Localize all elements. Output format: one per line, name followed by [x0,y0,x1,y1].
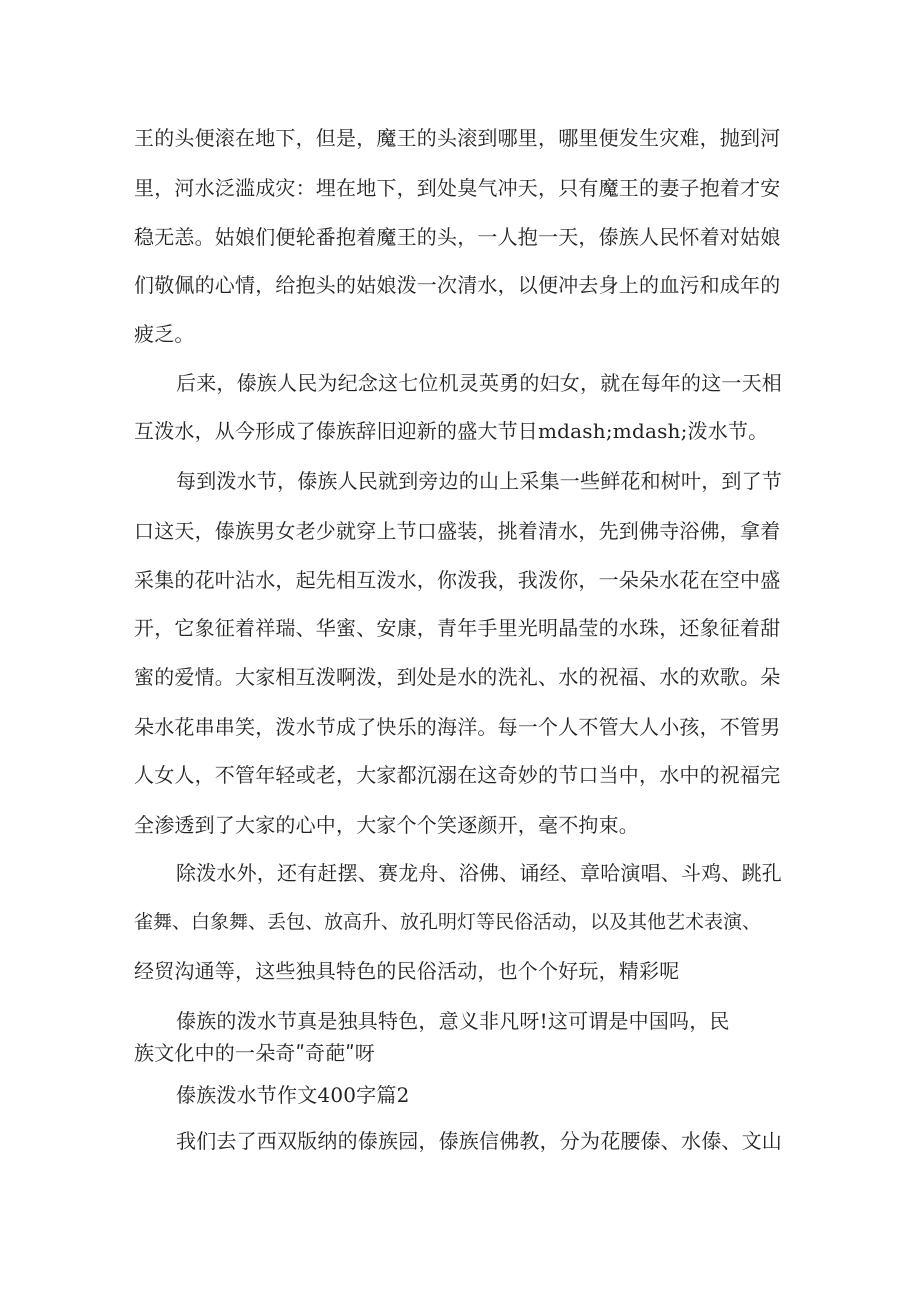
paragraph-1-line-2: 里，河水泛滥成灾：埋在地下，到处臭气冲天，只有魔王的妻子抱着才安 [134,176,781,200]
section-heading: 傣族泼水节作文400字篇2 [176,1083,410,1107]
paragraph-1-line-5: 疲乏。 [134,322,195,346]
paragraph-3-line-7: 人女人，不管年轻或老，大家都沉溺在这奇妙的节口当中，水中的祝福完 [134,763,781,787]
paragraph-3-line-1: 每到泼水节，傣族人民就到旁边的山上采集一些鲜花和树叶，到了节 [176,469,782,493]
paragraph-4-line-1: 除泼水外，还有赶摆、赛龙舟、浴佛、诵经、章哈演唱、斗鸡、跳孔 [176,861,782,885]
paragraph-5-line-2: 族文化中的一朵奇ʺ奇葩ʺ呀 [134,1041,375,1065]
paragraph-3-line-3: 采集的花叶沾水，起先相互泼水，你泼我，我泼你，一朵朵水花在空中盛 [134,568,781,592]
paragraph-1-line-4: 们敬佩的心情，给抱头的姑娘泼一次清水，以便冲去身上的血污和成年的 [134,273,781,297]
paragraph-3-line-8: 全渗透到了大家的心中，大家个个笑逐颜开，毫不拘束。 [134,813,639,837]
paragraph-5-line-1: 傣族的泼水节真是独具特色，意义非凡呀!这可谓是中国吗，民 [176,1009,730,1033]
paragraph-3-line-5: 蜜的爱情。大家相互泼啊泼，到处是水的洗礼、水的祝福、水的欢歌。朵 [134,665,781,689]
paragraph-3-line-4: 开，它象征着祥瑞、华蜜、安康，青年手里光明晶莹的水珠，还象征着甜 [134,616,781,640]
paragraph-3-line-6: 朵水花串串笑，泼水节成了快乐的海洋。每一个人不管大人小孩，不管男 [134,715,781,739]
paragraph-2-line-2: 互泼水，从今形成了傣族辞旧迎新的盛大节日mdash;mdash;泼水节。 [134,419,769,443]
paragraph-3-line-2: 口这天，傣族男女老少就穿上节口盛装，挑着清水，先到佛寺浴佛，拿着 [134,519,781,543]
paragraph-4-line-2: 雀舞、白象舞、丢包、放高升、放孔明灯等民俗活动，以及其他艺术表演、 [134,911,762,933]
paragraph-6-line-1: 我们去了西双版纳的傣族园，傣族信佛教，分为花腰傣、水傣、文山 [176,1129,782,1153]
paragraph-1-line-3: 稳无恙。姑娘们便轮番抱着魔王的头，一人抱一天，傣族人民怀着对姑娘 [134,225,781,249]
paragraph-2-line-1: 后来，傣族人民为纪念这七位机灵英勇的妇女，就在每年的这一天相 [176,371,782,395]
paragraph-4-line-3: 经贸沟通等，这些独具特色的民俗活动，也个个好玩，精彩呢 [134,959,680,983]
paragraph-1-line-1: 王的头便滚在地下，但是，魔王的头滚到哪里，哪里便发生灾难，抛到河 [134,126,781,150]
